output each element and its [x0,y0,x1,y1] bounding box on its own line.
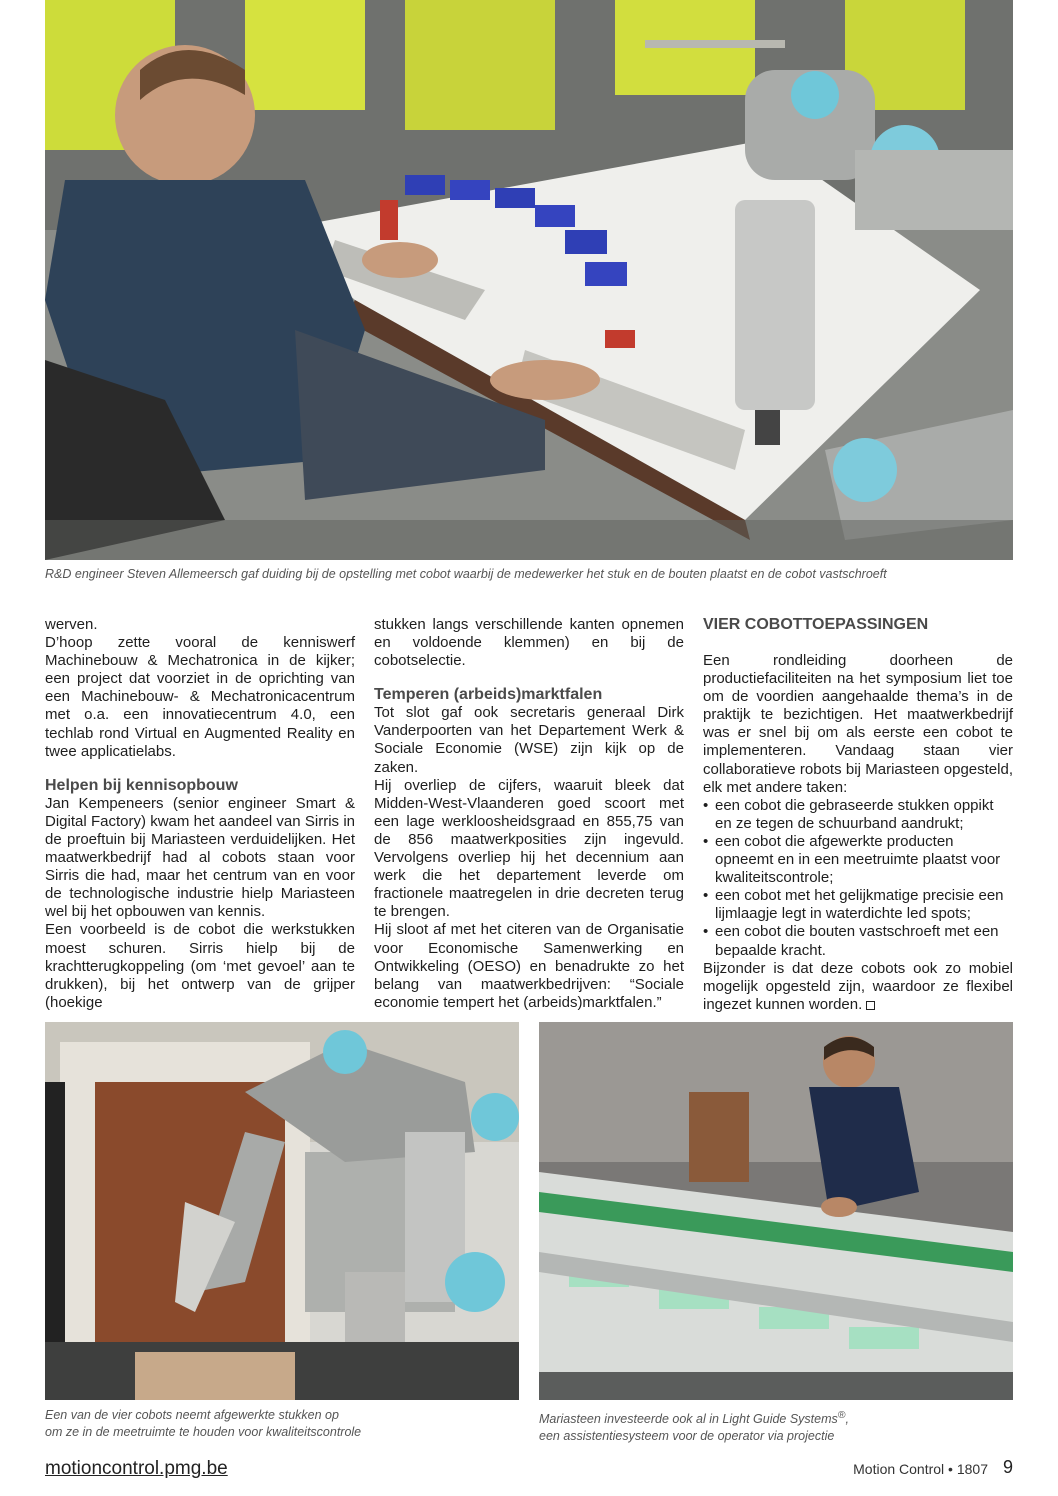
caption-line: Een van de vier cobots neemt afgewerkte stukken op [45,1408,339,1422]
page-number: 9 [1002,1457,1013,1477]
caption-bottom-right [539,1407,1013,1445]
footer-magazine-issue: Motion Control • 1807 [853,1461,988,1477]
paragraph: Tot slot gaf ook secretaris generaal Dirk Vanderpoorten van het Departement Werk & Sociale Economie (WSE) zijn kijk op de zaken. [374,704,684,776]
end-of-article-square-icon [866,1001,875,1010]
footer-website-link[interactable]: motioncontrol.pmg.be [45,1458,228,1479]
paragraph: werven. [45,616,98,633]
subheading-kennisopbouw: Helpen bij kennisopbouw [45,776,238,794]
caption-top-photo: R&D engineer Steven Allemeersch gaf duiding bij de opstelling met cobot waarbij de medewerker het stuk en de bouten plaatst en de cobot vastschroeft [45,567,887,581]
article-column-3 [703,616,1013,1014]
section-heading-cobottoepassingen: VIER COBOTTOEPASSINGEN [703,616,929,633]
list-item: • een cobot die gebraseerde stukken oppikt en ze tegen de schuurband aandrukt; [703,797,1013,833]
factory-cobot-photo-icon [45,0,1013,560]
light-guide-workbench-photo-icon [539,1022,1013,1400]
paragraph: Hij overliep de cijfers, waaruit bleek dat Midden-West-Vlaanderen goed scoort met een lage werkloosheidsgraad en 855,75 van de 856 maatwerkposities zijn ingevuld. Vervolgens overliep hij het decennium aan werk die het departement leverde om fractionele maatregelen in drie decreten terug te brengen. [374,776,684,921]
list-item: • een cobot die afgewerkte producten opneemt en in een meetruimte plaatst voor kwaliteitscontrole; [703,833,1013,887]
paragraph [703,960,1013,1014]
caption-line: een assistentiesysteem voor de operator via projectie [539,1429,835,1444]
caption-comma: , [845,1412,849,1427]
paragraph: Hij sloot af met het citeren van de Organisatie voor Economische Samenwerking en Ontwikkeling (OESO) en benadrukte zo het belang van maatwerkbedrijven: “Sociale economie tempert het (arbeids)marktfalen.” [374,921,684,1011]
caption-bottom-left [45,1407,519,1441]
paragraph-text: Bijzonder is dat deze cobots ook zo mobiel mogelijk opgesteld zijn, waardoor ze flexibel ingezet kunnen worden. [703,959,1013,1013]
paragraph: Een rondleiding doorheen de productiefaciliteiten na het symposium liet toe om de voordien aangehaalde thema’s in de praktijk te bezichtigen. Het maatwerkbedrijf was er snel bij om als eerste een cobot te implementeren. Vandaag staan vier collaboratieve robots bij Mariasteen opgesteld, elk met andere taken: [703,652,1013,796]
paragraph: stukken langs verschillende kanten opnemen en voldoende klemmen) en bij de cobotselectie. [374,616,684,670]
subheading-marktfalen: Temperen (arbeids)marktfalen [374,686,603,704]
article-column-1 [45,616,355,1012]
cobot-measuring-cabinet-photo-icon [45,1022,519,1400]
caption-line: om ze in de meetruimte te houden voor kwaliteitscontrole [45,1425,362,1439]
paragraph: Jan Kempeneers (senior engineer Smart & Digital Factory) kwam het aandeel van Sirris in de proeftuin bij Mariasteen verduidelijken. Het maatwerkbedrijf had al cobots staan voor Sirris die had, maar het centrum van en voor de technologische industrie hielp Mariasteen wel bij het opbouwen van kennis. [45,794,355,921]
bullet-list [703,797,1013,960]
photo-light-guide [539,1022,1013,1400]
caption-line: Mariasteen investeerde ook al in Light Guide Systems [539,1412,838,1427]
photo-cobot-demo [45,0,1013,560]
list-item: • een cobot met het gelijkmatige precisie een lijmlaagje legt in waterdichte led spots; [703,887,1013,923]
list-item: • een cobot die bouten vastschroeft met een bepaalde kracht. [703,923,1013,959]
paragraph: Een voorbeeld is de cobot die werkstukken moest schuren. Sirris hielp bij de krachtterugkoppeling (om ‘met gevoel’ aan te drukken), bij het ontwerp van de grijper (hoekige [45,921,355,1011]
registered-mark: ® [837,1410,846,1421]
photo-cobot-measuring [45,1022,519,1400]
paragraph: D’hoop zette vooral de kenniswerf Machinebouw & Mechatronica in de kijker; een project dat voorziet in de oprichting van een Machinebouw- & Mechatronicacentrum met o.a. een innovatiecentrum 4.0, een techlab rond Virtual en Augmented Reality en twee applicatielabs. [45,634,355,760]
article-column-2 [374,616,684,1012]
